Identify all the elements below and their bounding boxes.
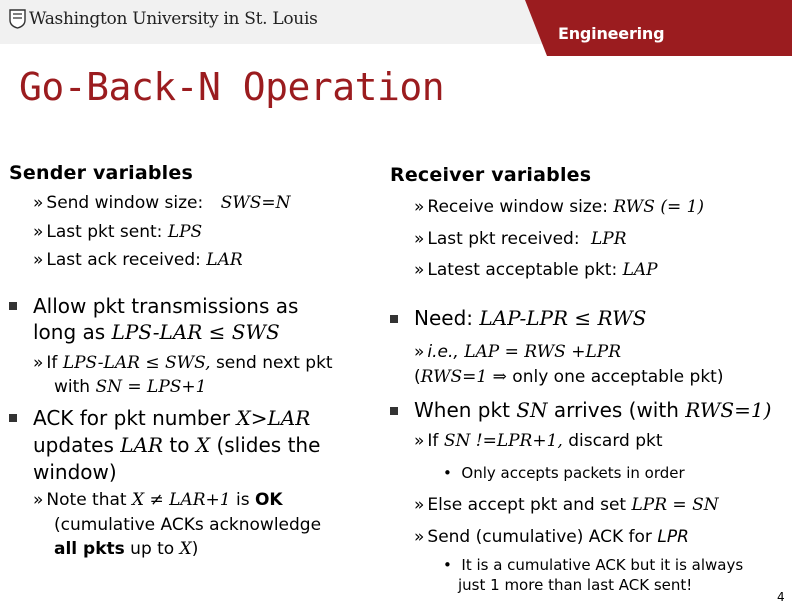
engineering-label: Engineering	[558, 24, 665, 43]
ack-line1: ACK for pkt number X>LAR	[33, 406, 311, 430]
bullet-square-icon	[390, 315, 398, 323]
only-accepts-line: • Only accepts packets in order	[443, 464, 685, 482]
with-line: with SN = LPS+1	[54, 377, 207, 397]
bullet-square-icon	[9, 302, 17, 310]
lar-line: » Last ack received: LAR	[33, 250, 243, 270]
page-number: 4	[777, 590, 785, 604]
sws-label: Send window size:	[46, 193, 204, 213]
sws-value: SWS=N	[220, 193, 291, 213]
ack-line3: window)	[33, 460, 117, 484]
sws-line: » Send window size: SWS=N	[33, 193, 291, 213]
lpr-line: » Last pkt received: LPR	[414, 229, 627, 249]
slide-title: Go-Back-N Operation	[19, 65, 445, 109]
lps-value: LPS	[167, 222, 203, 242]
university-logo-text: Washington University in St. Louis	[29, 9, 318, 29]
when-line: When pkt SN arrives (with RWS=1)	[414, 398, 772, 422]
need-line: Need: LAP-LPR ≤ RWS	[414, 306, 647, 330]
lps-line: » Last pkt sent: LPS	[33, 222, 203, 242]
bullet-square-icon	[390, 407, 398, 415]
all-pkts-line: all pkts up to X)	[54, 539, 199, 559]
ie-line: » i.e., LAP = RWS +LPR	[414, 342, 621, 362]
rws1-line: (RWS=1 ⇒ only one acceptable pkt)	[414, 367, 724, 387]
rws-line: » Receive window size: RWS (= 1)	[414, 197, 705, 217]
bullet-square-icon	[9, 414, 17, 422]
lar-value: LAR	[206, 250, 243, 270]
lar-label: Last ack received:	[46, 250, 201, 270]
university-shield-icon	[9, 9, 26, 29]
lps-label: Last pkt sent:	[46, 222, 163, 242]
ack-line2: updates LAR to X (slides the	[33, 433, 321, 457]
send-ack-line: » Send (cumulative) ACK for LPR	[414, 527, 689, 547]
else-line: » Else accept pkt and set LPR = SN	[414, 495, 719, 515]
if-line: » If LPS-LAR ≤ SWS, send next pkt	[33, 353, 333, 373]
sender-heading: Sender variables	[9, 162, 193, 184]
if-sn-line: » If SN !=LPR+1, discard pkt	[414, 431, 663, 451]
lap-line: » Latest acceptable pkt: LAP	[414, 260, 658, 280]
cumulative-note-line2: just 1 more than last ACK sent!	[458, 576, 693, 594]
cumulative-note-line1: • It is a cumulative ACK but it is always	[443, 556, 744, 574]
receiver-heading: Receiver variables	[390, 164, 592, 186]
allow-line1: Allow pkt transmissions as	[33, 294, 299, 318]
allow-line2: long as LPS-LAR ≤ SWS	[33, 320, 280, 344]
note-line: » Note that X ≠ LAR+1 is OK	[33, 490, 283, 510]
cumulative-line: (cumulative ACKs acknowledge	[54, 515, 322, 535]
